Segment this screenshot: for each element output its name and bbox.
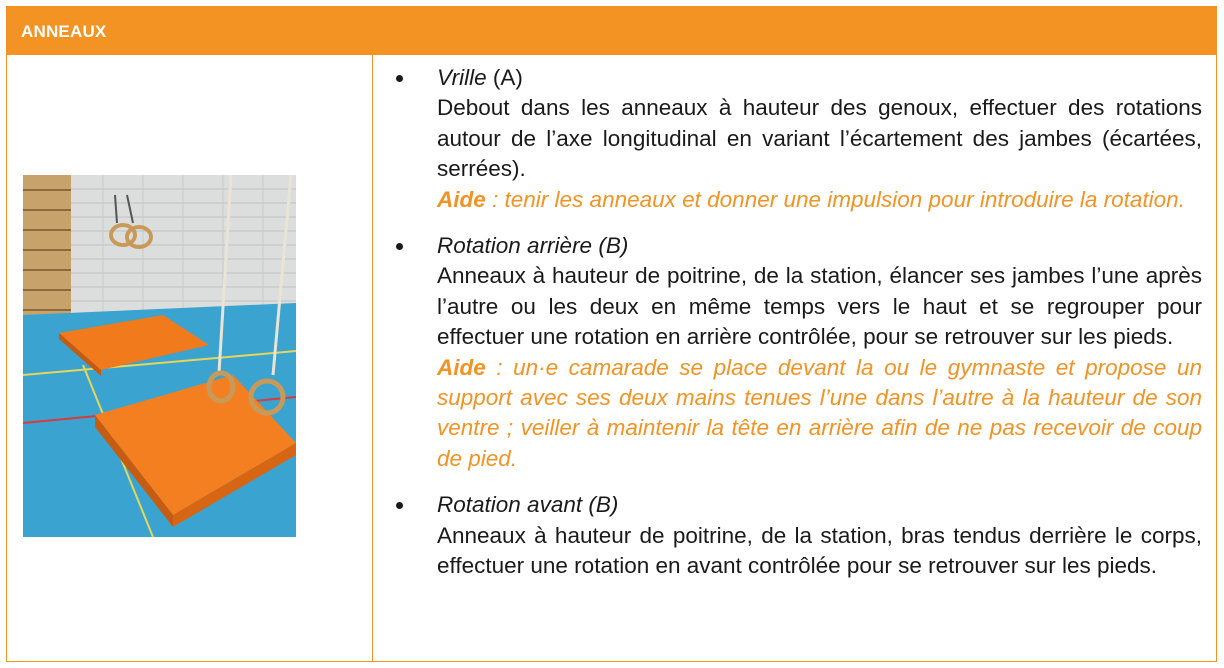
- bullet-icon: [396, 243, 403, 250]
- item-title: Rotation avant (B): [437, 492, 619, 518]
- exercise-table: [6, 6, 1217, 662]
- image-cell: [7, 55, 373, 661]
- list-item: [373, 63, 1216, 215]
- item-aide: [437, 353, 1202, 475]
- item-title-suffix: (A): [486, 65, 523, 90]
- bullet-icon: [396, 75, 403, 82]
- item-title: Rotation arrière (B): [437, 233, 629, 259]
- item-description: Anneaux à hauteur de poitrine, de la station, élancer ses jambes l’une après l’autre ou les deux en même temps vers le haut et se regrouper pour effectuer une rotation en arrière contrôlée, pour se retrouver sur les pieds.: [437, 263, 1202, 350]
- item-title: Vrille: [437, 65, 487, 90]
- item-heading: [437, 63, 1202, 93]
- list-item: [373, 490, 1216, 581]
- table-header: [7, 7, 1216, 55]
- exercise-list: [373, 63, 1216, 598]
- aide-label: Aide: [437, 186, 486, 212]
- section-title: ANNEAUX: [21, 22, 107, 41]
- content-cell: [373, 55, 1216, 661]
- bullet-icon: [396, 502, 403, 509]
- gym-rings-photo: [23, 175, 296, 537]
- item-heading: [437, 490, 1202, 520]
- item-aide: [437, 185, 1202, 215]
- aide-label: Aide: [437, 354, 486, 380]
- gym-rings-photo-illustration: [23, 175, 296, 537]
- item-description: Anneaux à hauteur de poitrine, de la station, bras tendus derrière le corps, effectuer une rotation en avant contrôlée pour se retrouver sur les pieds.: [437, 522, 1202, 579]
- list-item: [373, 231, 1216, 474]
- aide-text: : tenir les anneaux et donner une impulsion pour introduire la rotation.: [485, 186, 1185, 212]
- item-description: Debout dans les anneaux à hauteur des genoux, effectuer des rotations autour de l’axe longitudinal en variant l’écartement des jambes (écartées, serrées).: [437, 95, 1202, 182]
- aide-text: : un·e camarade se place devant la ou le gymnaste et propose un support avec ses deux mains tenues l’une dans l’autre à la hauteur de son ventre ; veiller à maintenir la tête en arrière afin de ne pas recevoir de coup de pied.: [437, 354, 1202, 471]
- item-heading: [437, 231, 1202, 261]
